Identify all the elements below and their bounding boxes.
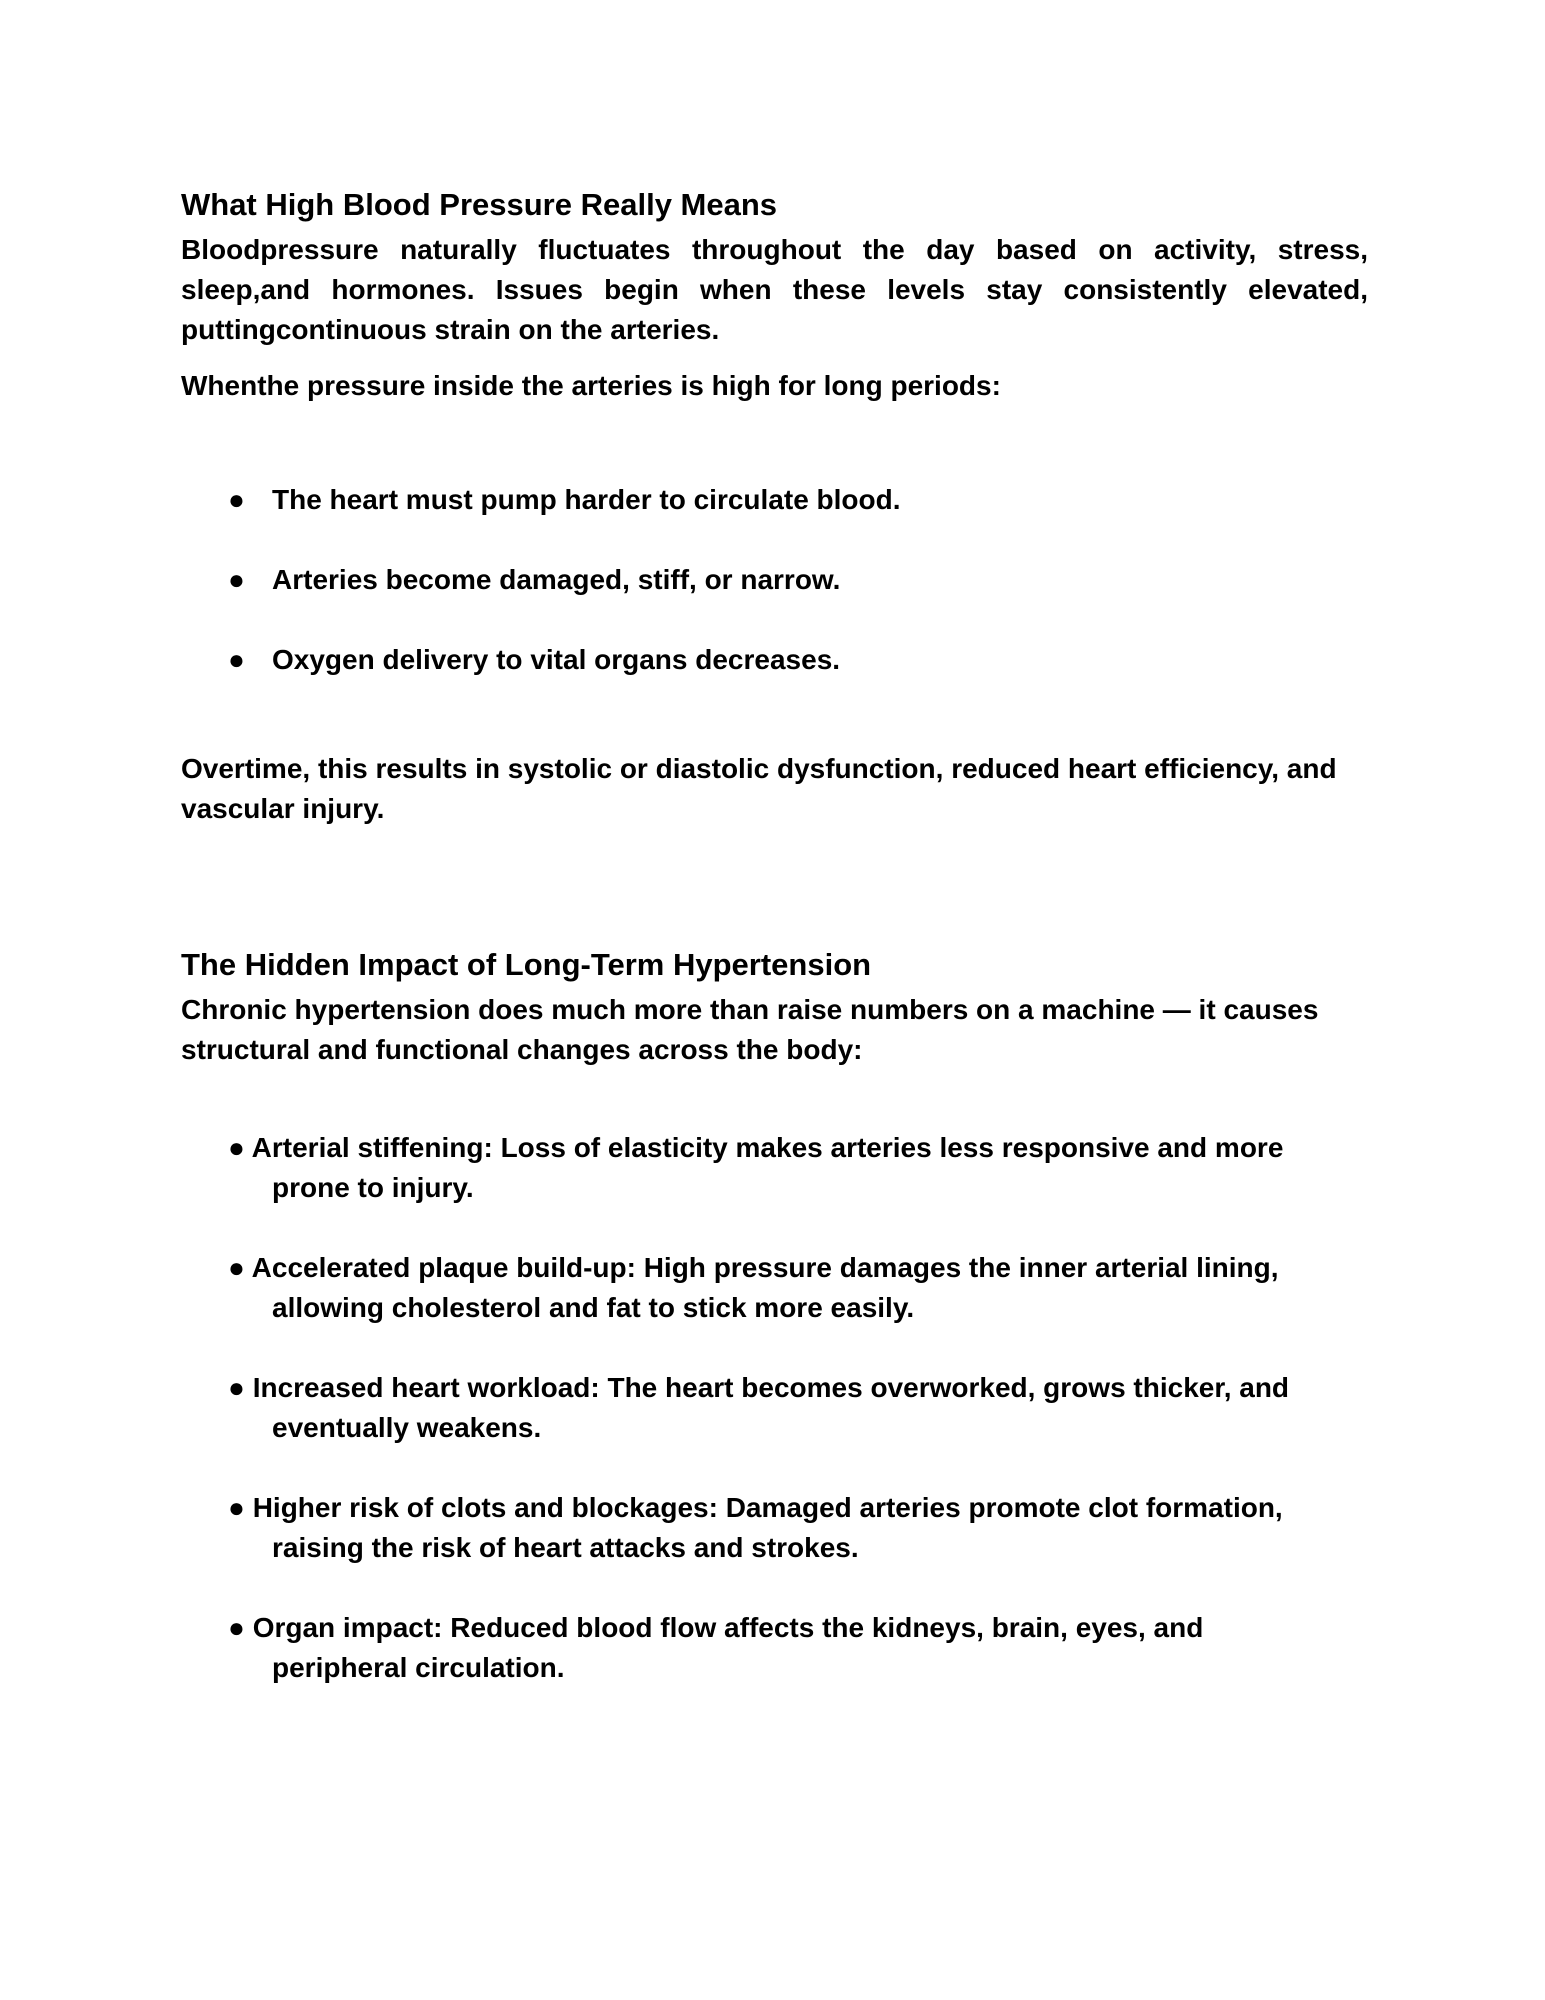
bullet-icon: ●: [228, 564, 245, 595]
section-1-heading: What High Blood Pressure Really Means: [181, 187, 778, 222]
bullet-icon: ●: [228, 484, 245, 515]
section-1-conclusion: Overtime, this results in systolic or diastolic dysfunction, reduced heart efficiency, and vascular injury.: [181, 753, 1337, 824]
section-1-paragraph: Bloodpressure naturally fluctuates throughout the day based on activity, stress, sleep,and hormones. Issues begin when these levels stay consistently elevated, puttingcontinuous strain on the arteries.: [181, 234, 1368, 345]
list-item: ● Accelerated plaque build-up: High pressure damages the inner arterial lining, allowing cholesterol and fat to stick more easily.: [228, 1252, 1279, 1323]
document-page: [181, 180, 1368, 1728]
list-item: ● Organ impact: Reduced blood flow affects the kidneys, brain, eyes, and peripheral circulation.: [228, 1612, 1204, 1683]
section-2: [181, 940, 1368, 1688]
effects-list: [181, 480, 1368, 680]
section-1-list-intro: Whenthe pressure inside the arteries is high for long periods:: [181, 370, 1001, 401]
list-item: ● Higher risk of clots and blockages: Damaged arteries promote clot formation, raising the risk of heart attacks and strokes.: [228, 1492, 1283, 1563]
bullet-icon: ●: [228, 644, 245, 675]
list-item-text: Oxygen delivery to vital organs decreases.: [272, 644, 841, 675]
list-item: ● Increased heart workload: The heart becomes overworked, grows thicker, and eventually weakens.: [228, 1372, 1290, 1443]
impact-list: [181, 1128, 1331, 1688]
list-item: [181, 480, 1368, 520]
list-item: [181, 560, 1368, 600]
list-item: [181, 640, 1368, 680]
list-item-text: The heart must pump harder to circulate blood.: [272, 484, 901, 515]
list-item: ● Arterial stiffening: Loss of elasticity makes arteries less responsive and more prone to injury.: [228, 1132, 1284, 1203]
section-2-heading: The Hidden Impact of Long-Term Hypertension: [181, 947, 872, 982]
section-2-intro: Chronic hypertension does much more than raise numbers on a machine — it causes structural and functional changes across the body:: [181, 994, 1319, 1065]
list-item-text: Arteries become damaged, stiff, or narrow.: [272, 564, 841, 595]
